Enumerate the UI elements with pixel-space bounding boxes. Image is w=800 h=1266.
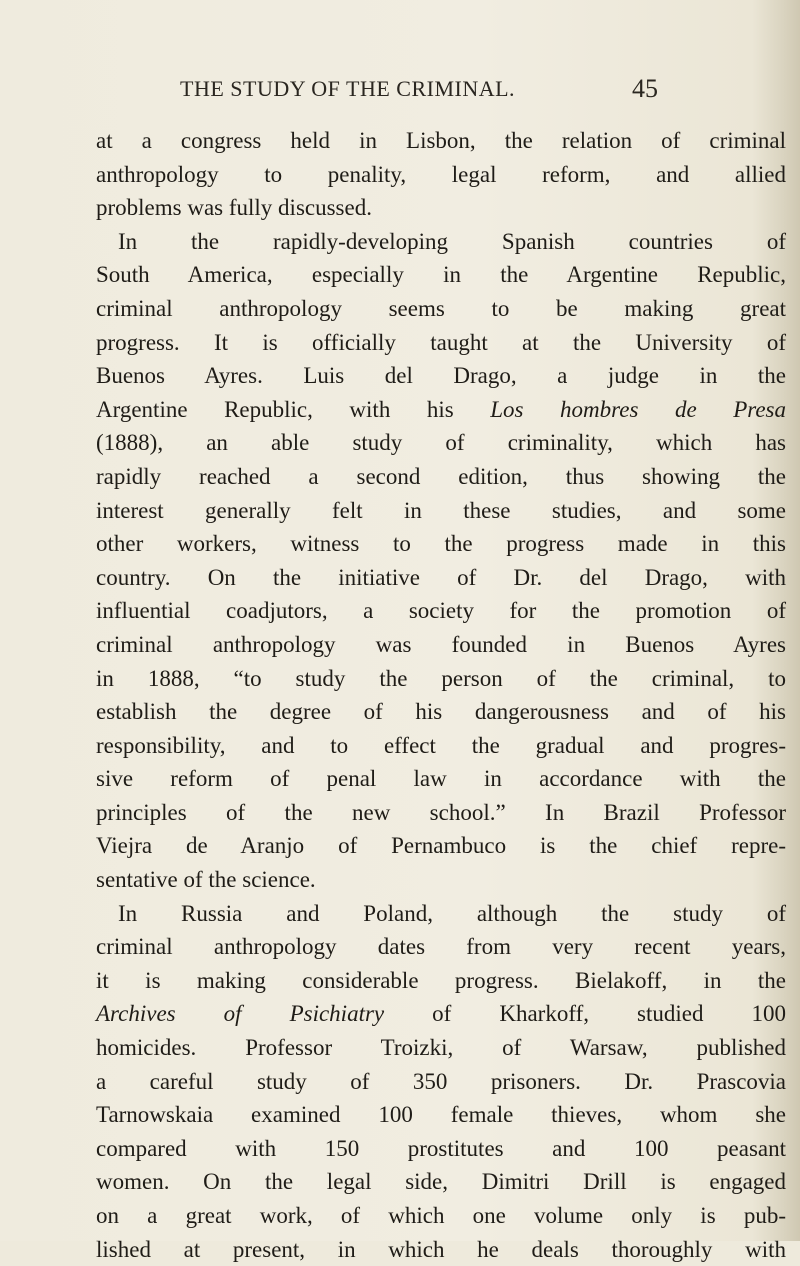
- text-line: at a congress held in Lisbon, the relation of criminal: [96, 128, 786, 153]
- text-line: Tarnowskaia examined 100 female thieves, whom she: [96, 1102, 786, 1128]
- text-line: on a great work, of which one volume only is pub-: [96, 1203, 786, 1228]
- text-line: sentative of the science.: [96, 867, 316, 893]
- text-line: South America, especially in the Argentine Republic,: [96, 262, 786, 288]
- text-line: lished at present, in which he deals thoroughly with: [96, 1236, 786, 1262]
- text-line: anthropology to penality, legal reform, and allied: [96, 161, 786, 187]
- text-line: criminal anthropology was founded in Buenos Ayres: [96, 631, 786, 657]
- text-line: In Russia and Poland, although the study of: [118, 900, 786, 926]
- body-text: [96, 124, 786, 1266]
- text-line: In the rapidly-developing Spanish countries of: [118, 228, 786, 254]
- text-line: criminal anthropology dates from very recent years,: [96, 934, 786, 960]
- text-line: Buenos Ayres. Luis del Drago, a judge in the: [96, 363, 786, 389]
- page-number: 45: [632, 74, 658, 103]
- text-line: country. On the initiative of Dr. del Drago, with: [96, 564, 786, 590]
- text-line: homicides. Professor Troizki, of Warsaw, published: [96, 1035, 786, 1061]
- text-segment: Argentine Republic, with his: [96, 396, 491, 422]
- text-line: establish the degree of his dangerousness and of his: [96, 699, 786, 725]
- text-line: progress. It is officially taught at the University of: [96, 329, 786, 355]
- italic-title: Archives of Psichiatry: [96, 1001, 385, 1027]
- text-line: interest generally felt in these studies, and some: [96, 497, 786, 523]
- text-line: influential coadjutors, a society for the promotion of: [96, 598, 786, 624]
- text-line: sive reform of penal law in accordance with the: [96, 766, 786, 792]
- text-line: a careful study of 350 prisoners. Dr. Prascovia: [96, 1068, 786, 1094]
- text-line: other workers, witness to the progress made in this: [96, 531, 786, 557]
- text-line: criminal anthropology seems to be making great: [96, 295, 786, 321]
- text-line: principles of the new school.” In Brazil Professor: [96, 799, 786, 825]
- text-line: problems was fully discussed.: [96, 195, 372, 221]
- text-line: compared with 150 prostitutes and 100 peasant: [96, 1135, 786, 1161]
- text-line: [96, 393, 786, 427]
- text-line: it is making considerable progress. Bielakoff, in the: [96, 967, 786, 993]
- text-line: Viejra de Aranjo of Pernambuco is the chief repre-: [96, 833, 786, 859]
- text-line: rapidly reached a second edition, thus showing the: [96, 463, 786, 489]
- running-title: THE STUDY OF THE CRIMINAL.: [180, 76, 516, 101]
- text-line: (1888), an able study of criminality, which has: [96, 430, 786, 456]
- text-line: in 1888, “to study the person of the criminal, to: [96, 665, 786, 691]
- text-line: [96, 997, 786, 1031]
- text-segment: of Kharkoff, studied 100: [384, 1001, 786, 1027]
- italic-title: Los hombres de Presa: [490, 396, 786, 422]
- text-line: women. On the legal side, Dimitri Drill is engaged: [96, 1169, 786, 1195]
- text-line: responsibility, and to effect the gradual and progres-: [96, 732, 786, 758]
